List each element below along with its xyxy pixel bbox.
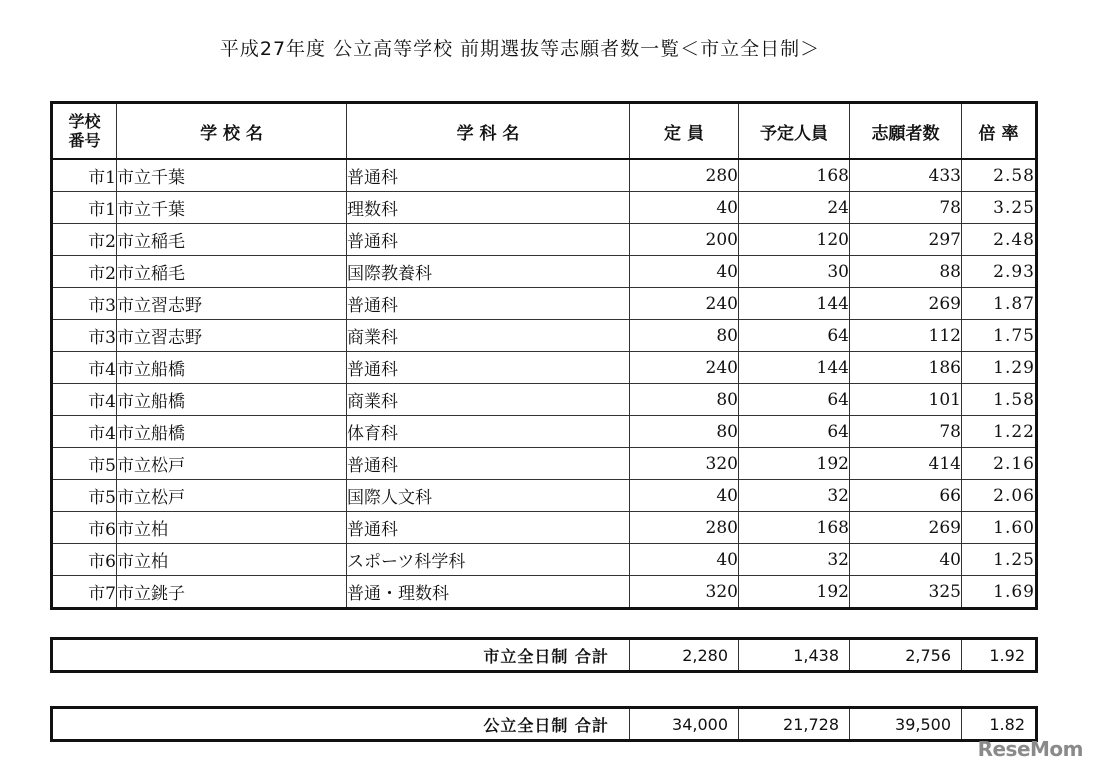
applicants-cell: 433 [850, 159, 962, 192]
applicants-cell: 112 [850, 320, 962, 352]
department-cell: 国際人文科 [347, 480, 630, 512]
planned-cell: 192 [739, 448, 850, 480]
capacity-cell: 240 [630, 288, 739, 320]
department-cell: 商業科 [347, 320, 630, 352]
total-ratio: 1.92 [962, 639, 1037, 672]
ratio-cell: 3.25 [962, 192, 1037, 224]
column-header-school-name: 学 校 名 [117, 103, 347, 160]
school-number-cell: 市4 [52, 384, 117, 416]
school-name-cell: 市立柏 [117, 512, 347, 544]
total-label: 公立全日制 合計 [52, 708, 630, 741]
school-name-cell: 市立千葉 [117, 159, 347, 192]
planned-cell: 192 [739, 576, 850, 609]
planned-cell: 144 [739, 288, 850, 320]
capacity-cell: 240 [630, 352, 739, 384]
planned-cell: 168 [739, 159, 850, 192]
applicants-cell: 66 [850, 480, 962, 512]
table-row [52, 320, 1037, 352]
school-name-cell: 市立稲毛 [117, 256, 347, 288]
table-row [52, 544, 1037, 576]
school-number-cell: 市2 [52, 224, 117, 256]
school-number-cell: 市6 [52, 544, 117, 576]
planned-cell: 24 [739, 192, 850, 224]
school-number-cell: 市4 [52, 416, 117, 448]
total-capacity: 34,000 [630, 708, 739, 741]
total-planned: 1,438 [739, 639, 850, 672]
public-total-table [50, 706, 1038, 742]
school-name-cell: 市立銚子 [117, 576, 347, 609]
school-number-cell: 市3 [52, 320, 117, 352]
table-row [52, 480, 1037, 512]
school-number-cell: 市2 [52, 256, 117, 288]
resemom-logo: ReseMom [977, 737, 1083, 761]
ratio-cell: 1.75 [962, 320, 1037, 352]
column-header-capacity: 定 員 [630, 103, 739, 160]
planned-cell: 64 [739, 416, 850, 448]
planned-cell: 168 [739, 512, 850, 544]
planned-cell: 144 [739, 352, 850, 384]
table-row [52, 192, 1037, 224]
capacity-cell: 280 [630, 512, 739, 544]
ratio-cell: 1.22 [962, 416, 1037, 448]
ratio-cell: 1.60 [962, 512, 1037, 544]
table-row [52, 384, 1037, 416]
total-ratio: 1.82 [962, 708, 1037, 741]
total-applicants: 2,756 [850, 639, 962, 672]
ratio-cell: 2.93 [962, 256, 1037, 288]
department-cell: 国際教養科 [347, 256, 630, 288]
applicants-cell: 186 [850, 352, 962, 384]
department-cell: 普通・理数科 [347, 576, 630, 609]
planned-cell: 32 [739, 480, 850, 512]
school-number-cell: 市1 [52, 159, 117, 192]
department-cell: 体育科 [347, 416, 630, 448]
ratio-cell: 1.87 [962, 288, 1037, 320]
planned-cell: 30 [739, 256, 850, 288]
total-row-city [52, 639, 1037, 672]
table-row [52, 159, 1037, 192]
column-header-school-number-line1: 学校 [68, 112, 101, 131]
school-number-cell: 市7 [52, 576, 117, 609]
department-cell: 普通科 [347, 224, 630, 256]
column-header-school-number [52, 103, 117, 160]
planned-cell: 64 [739, 384, 850, 416]
applicants-table [50, 101, 1038, 610]
department-cell: 普通科 [347, 512, 630, 544]
column-header-ratio: 倍 率 [962, 103, 1037, 160]
applicants-cell: 40 [850, 544, 962, 576]
column-header-department: 学 科 名 [347, 103, 630, 160]
department-cell: 普通科 [347, 159, 630, 192]
ratio-cell: 1.69 [962, 576, 1037, 609]
table-row [52, 352, 1037, 384]
table-row [52, 448, 1037, 480]
applicants-cell: 88 [850, 256, 962, 288]
school-number-cell: 市5 [52, 448, 117, 480]
ratio-cell: 1.29 [962, 352, 1037, 384]
applicants-cell: 269 [850, 288, 962, 320]
school-name-cell: 市立習志野 [117, 320, 347, 352]
capacity-cell: 320 [630, 448, 739, 480]
ratio-cell: 2.06 [962, 480, 1037, 512]
school-number-cell: 市5 [52, 480, 117, 512]
school-number-cell: 市4 [52, 352, 117, 384]
school-name-cell: 市立稲毛 [117, 224, 347, 256]
capacity-cell: 40 [630, 192, 739, 224]
planned-cell: 120 [739, 224, 850, 256]
capacity-cell: 80 [630, 320, 739, 352]
planned-cell: 32 [739, 544, 850, 576]
capacity-cell: 40 [630, 256, 739, 288]
table-row [52, 224, 1037, 256]
department-cell: スポーツ科学科 [347, 544, 630, 576]
capacity-cell: 320 [630, 576, 739, 609]
school-name-cell: 市立千葉 [117, 192, 347, 224]
ratio-cell: 1.58 [962, 384, 1037, 416]
ratio-cell: 2.48 [962, 224, 1037, 256]
table-row [52, 256, 1037, 288]
school-name-cell: 市立船橋 [117, 416, 347, 448]
applicants-cell: 414 [850, 448, 962, 480]
school-number-cell: 市1 [52, 192, 117, 224]
school-name-cell: 市立松戸 [117, 480, 347, 512]
department-cell: 理数科 [347, 192, 630, 224]
ratio-cell: 1.25 [962, 544, 1037, 576]
table-row [52, 512, 1037, 544]
department-cell: 普通科 [347, 288, 630, 320]
capacity-cell: 40 [630, 544, 739, 576]
ratio-cell: 2.58 [962, 159, 1037, 192]
capacity-cell: 80 [630, 416, 739, 448]
department-cell: 普通科 [347, 352, 630, 384]
applicants-cell: 269 [850, 512, 962, 544]
applicants-cell: 297 [850, 224, 962, 256]
total-applicants: 39,500 [850, 708, 962, 741]
school-name-cell: 市立船橋 [117, 352, 347, 384]
capacity-cell: 80 [630, 384, 739, 416]
page-title: 平成27年度 公立高等学校 前期選抜等志願者数一覧＜市立全日制＞ [219, 38, 821, 60]
applicants-cell: 78 [850, 192, 962, 224]
capacity-cell: 40 [630, 480, 739, 512]
capacity-cell: 280 [630, 159, 739, 192]
school-number-cell: 市6 [52, 512, 117, 544]
total-label: 市立全日制 合計 [52, 639, 630, 672]
school-name-cell: 市立柏 [117, 544, 347, 576]
city-total-table [50, 637, 1038, 673]
planned-cell: 64 [739, 320, 850, 352]
applicants-cell: 101 [850, 384, 962, 416]
department-cell: 商業科 [347, 384, 630, 416]
column-header-applicants: 志願者数 [850, 103, 962, 160]
total-planned: 21,728 [739, 708, 850, 741]
school-name-cell: 市立船橋 [117, 384, 347, 416]
applicants-cell: 325 [850, 576, 962, 609]
total-capacity: 2,280 [630, 639, 739, 672]
capacity-cell: 200 [630, 224, 739, 256]
table-row [52, 288, 1037, 320]
column-header-school-number-line2: 番号 [68, 131, 101, 150]
total-row-public [52, 708, 1037, 741]
table-row [52, 576, 1037, 609]
school-number-cell: 市3 [52, 288, 117, 320]
table-header-row [52, 103, 1037, 160]
department-cell: 普通科 [347, 448, 630, 480]
column-header-planned: 予定人員 [739, 103, 850, 160]
school-name-cell: 市立松戸 [117, 448, 347, 480]
table-row [52, 416, 1037, 448]
ratio-cell: 2.16 [962, 448, 1037, 480]
applicants-cell: 78 [850, 416, 962, 448]
school-name-cell: 市立習志野 [117, 288, 347, 320]
